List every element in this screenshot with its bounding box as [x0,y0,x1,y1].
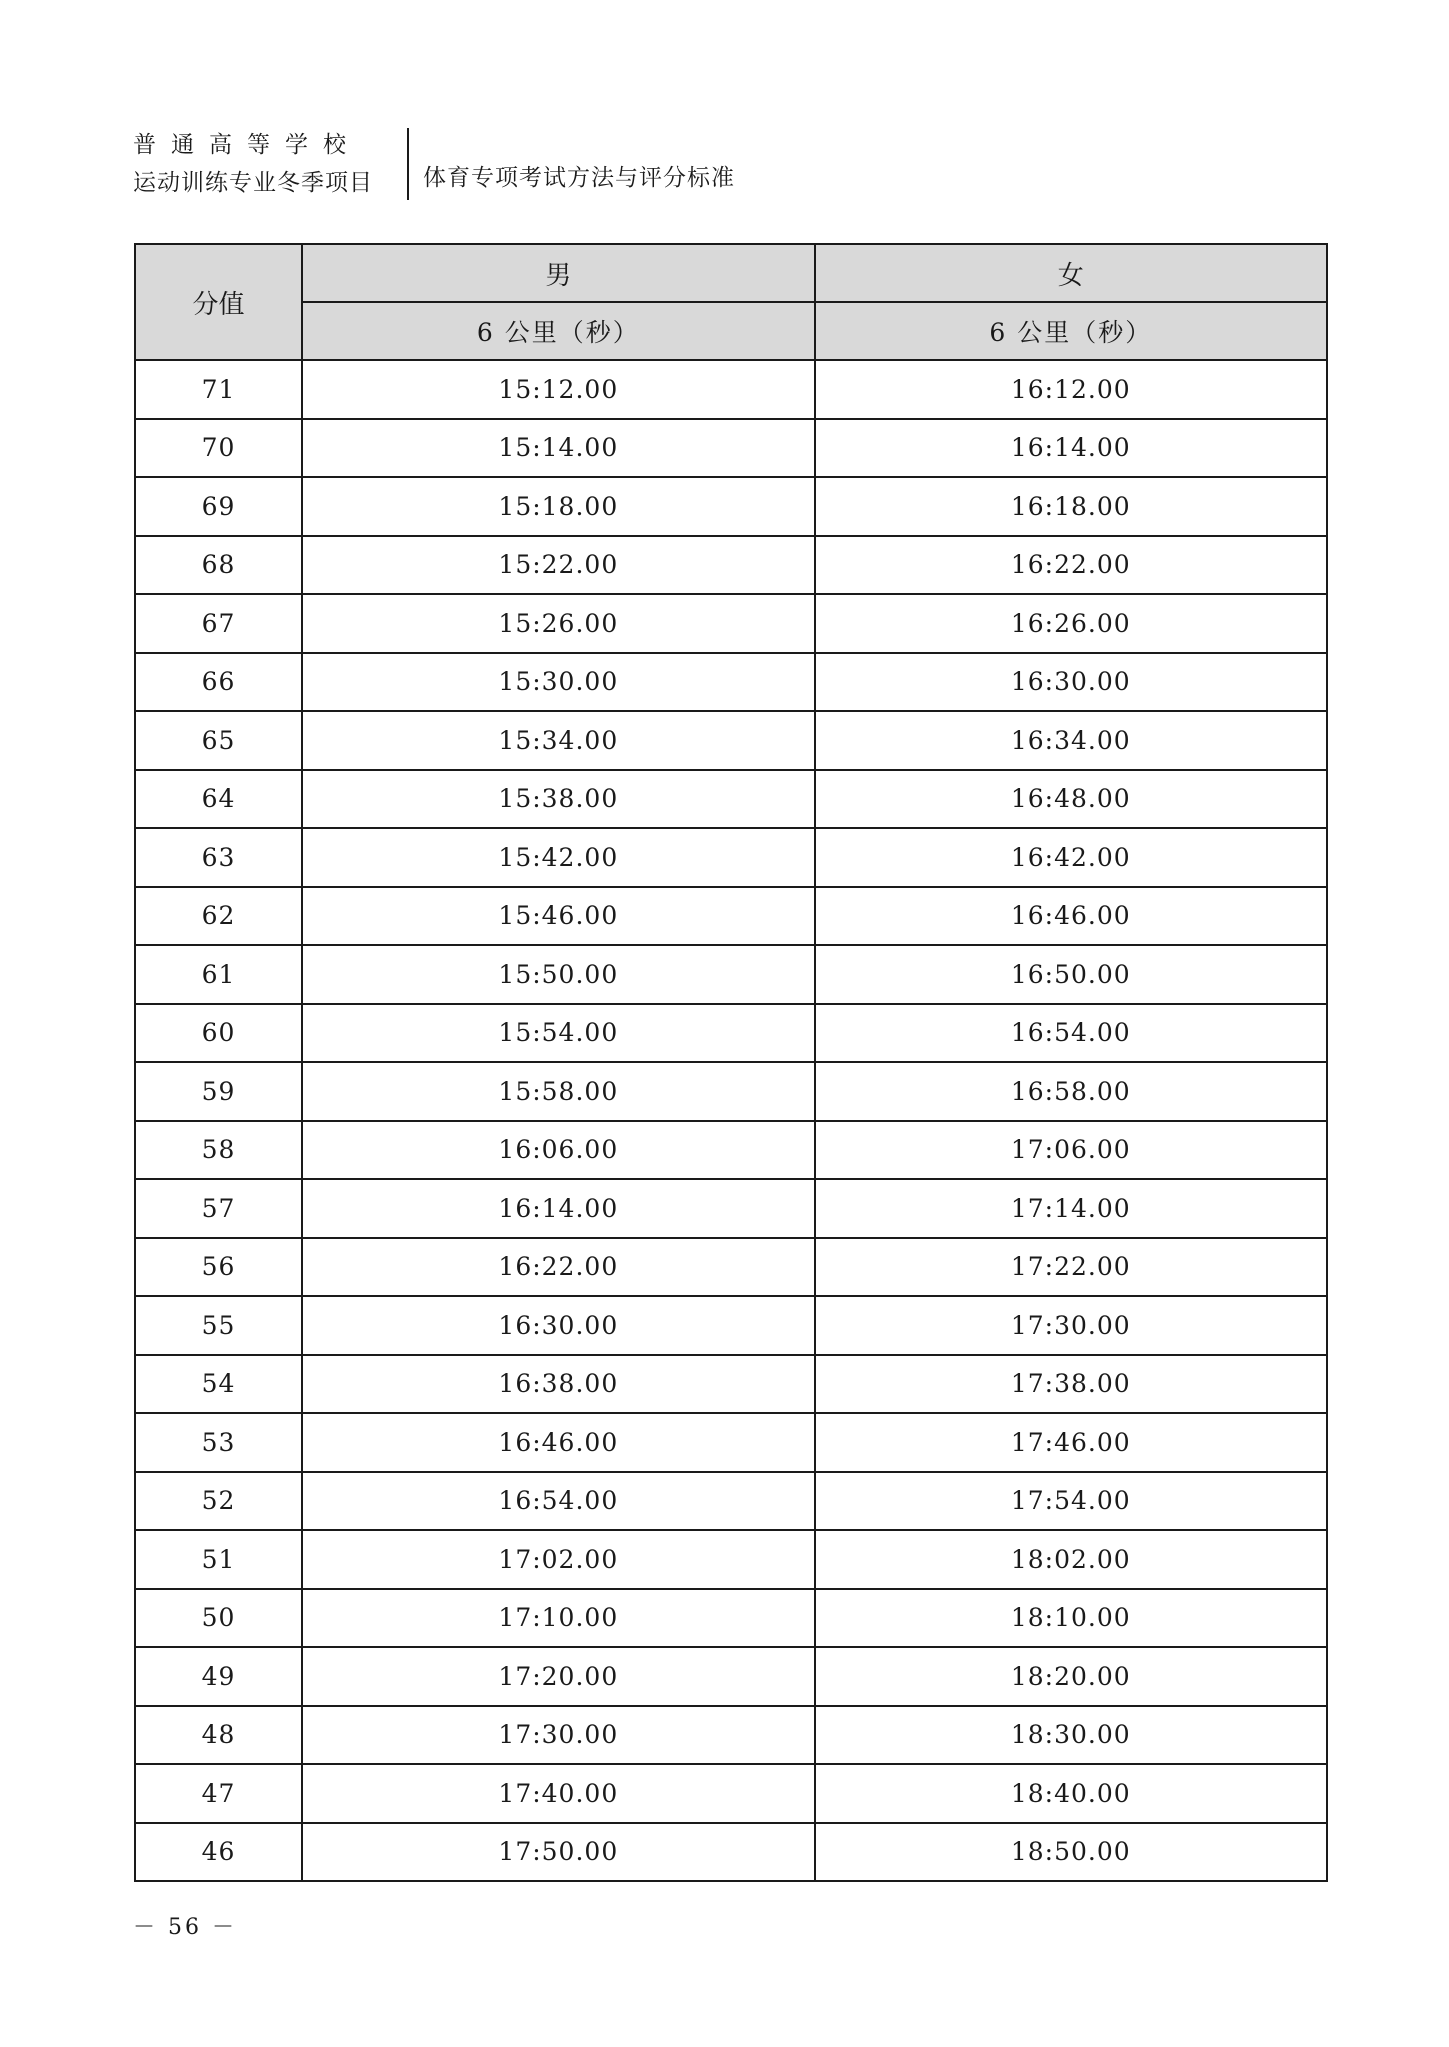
table-row [135,1004,1327,1063]
table-row [135,828,1327,887]
score-cell: 52 [135,1472,302,1531]
men-time-cell: 16:14.00 [302,1179,814,1238]
women-time-cell: 17:06.00 [815,1121,1327,1180]
score-cell: 50 [135,1589,302,1648]
score-cell: 66 [135,653,302,712]
score-cell: 49 [135,1647,302,1706]
score-cell: 54 [135,1355,302,1414]
men-time-cell: 15:58.00 [302,1062,814,1121]
women-time-cell: 16:26.00 [815,594,1327,653]
men-time-cell: 16:06.00 [302,1121,814,1180]
women-time-cell: 16:30.00 [815,653,1327,712]
page-header [133,128,735,200]
score-cell: 71 [135,360,302,419]
table-row [135,1238,1327,1297]
score-cell: 48 [135,1706,302,1765]
table-row [135,477,1327,536]
score-cell: 64 [135,770,302,829]
women-time-cell: 17:54.00 [815,1472,1327,1531]
table-row [135,945,1327,1004]
women-time-cell: 17:30.00 [815,1296,1327,1355]
men-time-cell: 15:22.00 [302,536,814,595]
men-time-cell: 15:54.00 [302,1004,814,1063]
men-time-cell: 17:40.00 [302,1764,814,1823]
men-time-cell: 15:30.00 [302,653,814,712]
women-time-cell: 18:40.00 [815,1764,1327,1823]
men-time-cell: 15:42.00 [302,828,814,887]
women-time-cell: 17:38.00 [815,1355,1327,1414]
table-row [135,1413,1327,1472]
score-table-header [135,244,1327,360]
table-row [135,1530,1327,1589]
men-time-cell: 17:50.00 [302,1823,814,1882]
table-row [135,1764,1327,1823]
score-cell: 53 [135,1413,302,1472]
table-row [135,1472,1327,1531]
score-cell: 62 [135,887,302,946]
header-institution [133,128,393,200]
men-time-cell: 15:34.00 [302,711,814,770]
score-cell: 69 [135,477,302,536]
table-row [135,653,1327,712]
score-cell: 51 [135,1530,302,1589]
score-cell: 57 [135,1179,302,1238]
table-row [135,1706,1327,1765]
score-cell: 59 [135,1062,302,1121]
table-row [135,1296,1327,1355]
men-unit-header: 6 公里（秒） [302,302,814,360]
women-time-cell: 18:30.00 [815,1706,1327,1765]
men-time-cell: 15:26.00 [302,594,814,653]
men-time-cell: 16:30.00 [302,1296,814,1355]
table-row [135,360,1327,419]
women-time-cell: 18:02.00 [815,1530,1327,1589]
women-time-cell: 16:54.00 [815,1004,1327,1063]
score-cell: 65 [135,711,302,770]
men-time-cell: 15:18.00 [302,477,814,536]
men-time-cell: 17:02.00 [302,1530,814,1589]
women-time-cell: 18:10.00 [815,1589,1327,1648]
score-table-body [135,360,1327,1881]
men-time-cell: 15:50.00 [302,945,814,1004]
table-row [135,1823,1327,1882]
score-cell: 55 [135,1296,302,1355]
women-time-cell: 16:12.00 [815,360,1327,419]
score-cell: 58 [135,1121,302,1180]
table-row [135,1589,1327,1648]
women-time-cell: 16:18.00 [815,477,1327,536]
score-cell: 68 [135,536,302,595]
men-time-cell: 17:20.00 [302,1647,814,1706]
women-time-cell: 17:46.00 [815,1413,1327,1472]
men-time-cell: 16:54.00 [302,1472,814,1531]
score-cell: 63 [135,828,302,887]
women-time-cell: 18:50.00 [815,1823,1327,1882]
score-table [134,243,1328,1882]
header-institution-line2: 运动训练专业冬季项目 [133,170,373,196]
men-time-cell: 16:22.00 [302,1238,814,1297]
men-time-cell: 17:10.00 [302,1589,814,1648]
score-cell: 46 [135,1823,302,1882]
women-time-cell: 16:14.00 [815,419,1327,478]
table-row [135,887,1327,946]
women-time-cell: 16:46.00 [815,887,1327,946]
men-time-cell: 17:30.00 [302,1706,814,1765]
men-column-header: 男 [302,244,814,302]
men-time-cell: 16:38.00 [302,1355,814,1414]
women-time-cell: 16:34.00 [815,711,1327,770]
women-time-cell: 17:14.00 [815,1179,1327,1238]
table-row [135,1647,1327,1706]
women-column-header: 女 [815,244,1327,302]
men-time-cell: 15:12.00 [302,360,814,419]
header-document-title: 体育专项考试方法与评分标准 [423,164,735,191]
table-row [135,1121,1327,1180]
score-cell: 56 [135,1238,302,1297]
score-cell: 67 [135,594,302,653]
men-time-cell: 15:38.00 [302,770,814,829]
table-row [135,770,1327,829]
score-column-header: 分值 [135,244,302,360]
women-time-cell: 16:42.00 [815,828,1327,887]
women-unit-header: 6 公里（秒） [815,302,1327,360]
women-time-cell: 16:50.00 [815,945,1327,1004]
table-row [135,1179,1327,1238]
women-time-cell: 16:48.00 [815,770,1327,829]
score-cell: 61 [135,945,302,1004]
women-time-cell: 16:58.00 [815,1062,1327,1121]
table-row [135,1062,1327,1121]
table-row [135,594,1327,653]
table-row [135,536,1327,595]
table-row [135,1355,1327,1414]
men-time-cell: 15:46.00 [302,887,814,946]
score-cell: 60 [135,1004,302,1063]
women-time-cell: 17:22.00 [815,1238,1327,1297]
women-time-cell: 18:20.00 [815,1647,1327,1706]
header-divider [407,128,409,200]
score-cell: 70 [135,419,302,478]
men-time-cell: 16:46.00 [302,1413,814,1472]
page-number: － 56 － [133,1915,237,1940]
women-time-cell: 16:22.00 [815,536,1327,595]
table-row [135,419,1327,478]
header-institution-line1: 普通高等学校 [133,132,361,158]
score-cell: 47 [135,1764,302,1823]
table-row [135,711,1327,770]
men-time-cell: 15:14.00 [302,419,814,478]
